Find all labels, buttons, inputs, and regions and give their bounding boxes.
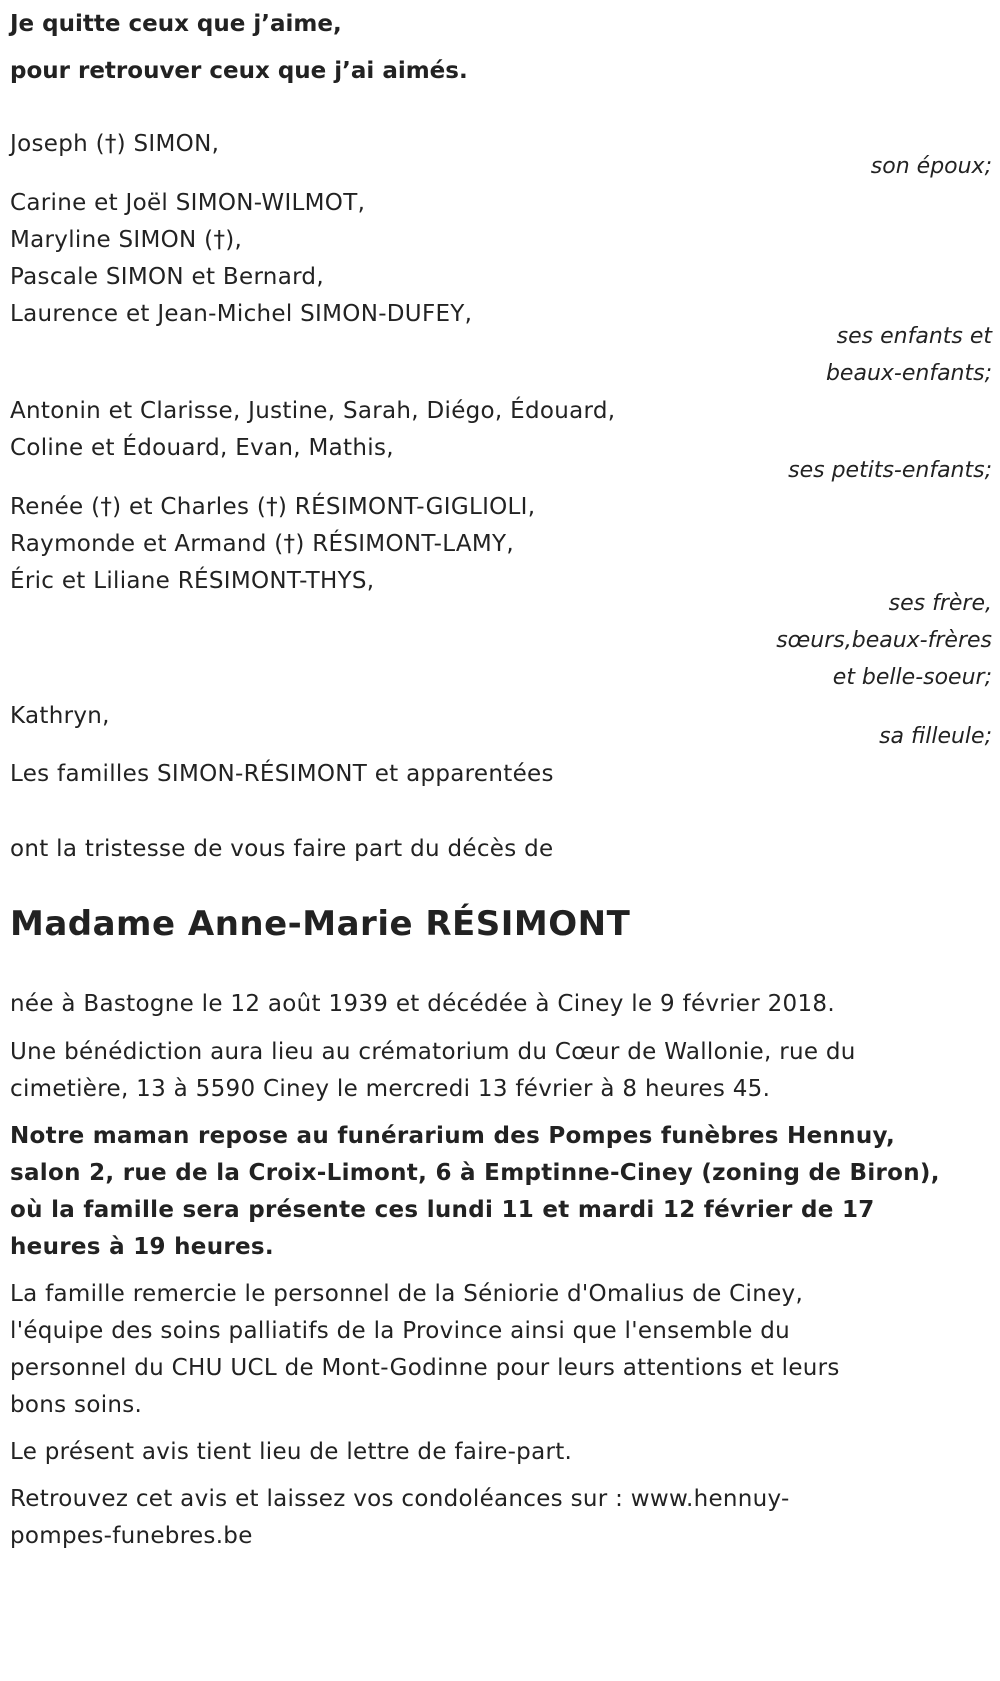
child-name: Laurence et Jean-Michel SIMON-DUFEY, [10, 301, 473, 327]
thanks-line: personnel du CHU UCL de Mont-Godinne pour leurs attentions et leurs [10, 1355, 840, 1381]
condolences-line: Retrouvez cet avis et laissez vos condoléances sur : www.hennuy- [10, 1486, 790, 1512]
condolences-link[interactable]: pompes-funebres.be [10, 1523, 253, 1549]
announcement-line: ont la tristesse de vous faire part du décès de [10, 836, 554, 862]
visitation-line: salon 2, rue de la Croix-Limont, 6 à Emptinne-Ciney (zoning de Biron), [10, 1160, 940, 1186]
spouse-name: Joseph (†) SIMON, [10, 131, 220, 157]
epitaph-line-1: Je quitte ceux que j’aime, [10, 11, 342, 37]
ceremony-line: Une bénédiction aura lieu au crématorium du Cœur de Wallonie, rue du [10, 1039, 856, 1065]
sibling-name: Renée (†) et Charles (†) RÉSIMONT-GIGLIOLI, [10, 494, 536, 520]
child-name: Maryline SIMON (†), [10, 227, 243, 253]
thanks-line: l'équipe des soins palliatifs de la Province ainsi que l'ensemble du [10, 1318, 791, 1344]
visitation-line: où la famille sera présente ces lundi 11 et mardi 12 février de 17 [10, 1197, 875, 1223]
grandchildren-relation: ses petits-enfants; [788, 458, 992, 483]
children-relation: ses enfants et [836, 324, 992, 349]
ceremony-line: cimetière, 13 à 5590 Ciney le mercredi 13 février à 8 heures 45. [10, 1076, 771, 1102]
families-line: Les familles SIMON-RÉSIMONT et apparentées [10, 761, 554, 787]
child-name: Carine et Joël SIMON-WILMOT, [10, 190, 366, 216]
spouse-relation: son époux; [870, 154, 992, 179]
notice-line: Le présent avis tient lieu de lettre de faire-part. [10, 1439, 573, 1465]
siblings-relation: sœurs,beaux-frères [776, 628, 992, 653]
children-relation: beaux-enfants; [825, 361, 992, 386]
sibling-name: Éric et Liliane RÉSIMONT-THYS, [10, 568, 375, 594]
sibling-name: Raymonde et Armand (†) RÉSIMONT-LAMY, [10, 531, 514, 557]
visitation-line: heures à 19 heures. [10, 1234, 274, 1260]
grandchildren-name: Antonin et Clarisse, Justine, Sarah, Diégo, Édouard, [10, 398, 616, 424]
goddaughter-relation: sa filleule; [879, 724, 992, 749]
goddaughter-name: Kathryn, [10, 703, 110, 729]
birth-death-line: née à Bastogne le 12 août 1939 et décédée à Ciney le 9 février 2018. [10, 991, 835, 1017]
epitaph-line-2: pour retrouver ceux que j’ai aimés. [10, 58, 468, 84]
siblings-relation: et belle-soeur; [832, 665, 992, 690]
visitation-line: Notre maman repose au funérarium des Pompes funèbres Hennuy, [10, 1123, 896, 1149]
deceased-name: Madame Anne-Marie RÉSIMONT [10, 904, 631, 944]
grandchildren-name: Coline et Édouard, Evan, Mathis, [10, 435, 394, 461]
child-name: Pascale SIMON et Bernard, [10, 264, 324, 290]
siblings-relation: ses frère, [888, 591, 992, 616]
thanks-line: bons soins. [10, 1392, 143, 1418]
thanks-line: La famille remercie le personnel de la Séniorie d'Omalius de Ciney, [10, 1281, 804, 1307]
